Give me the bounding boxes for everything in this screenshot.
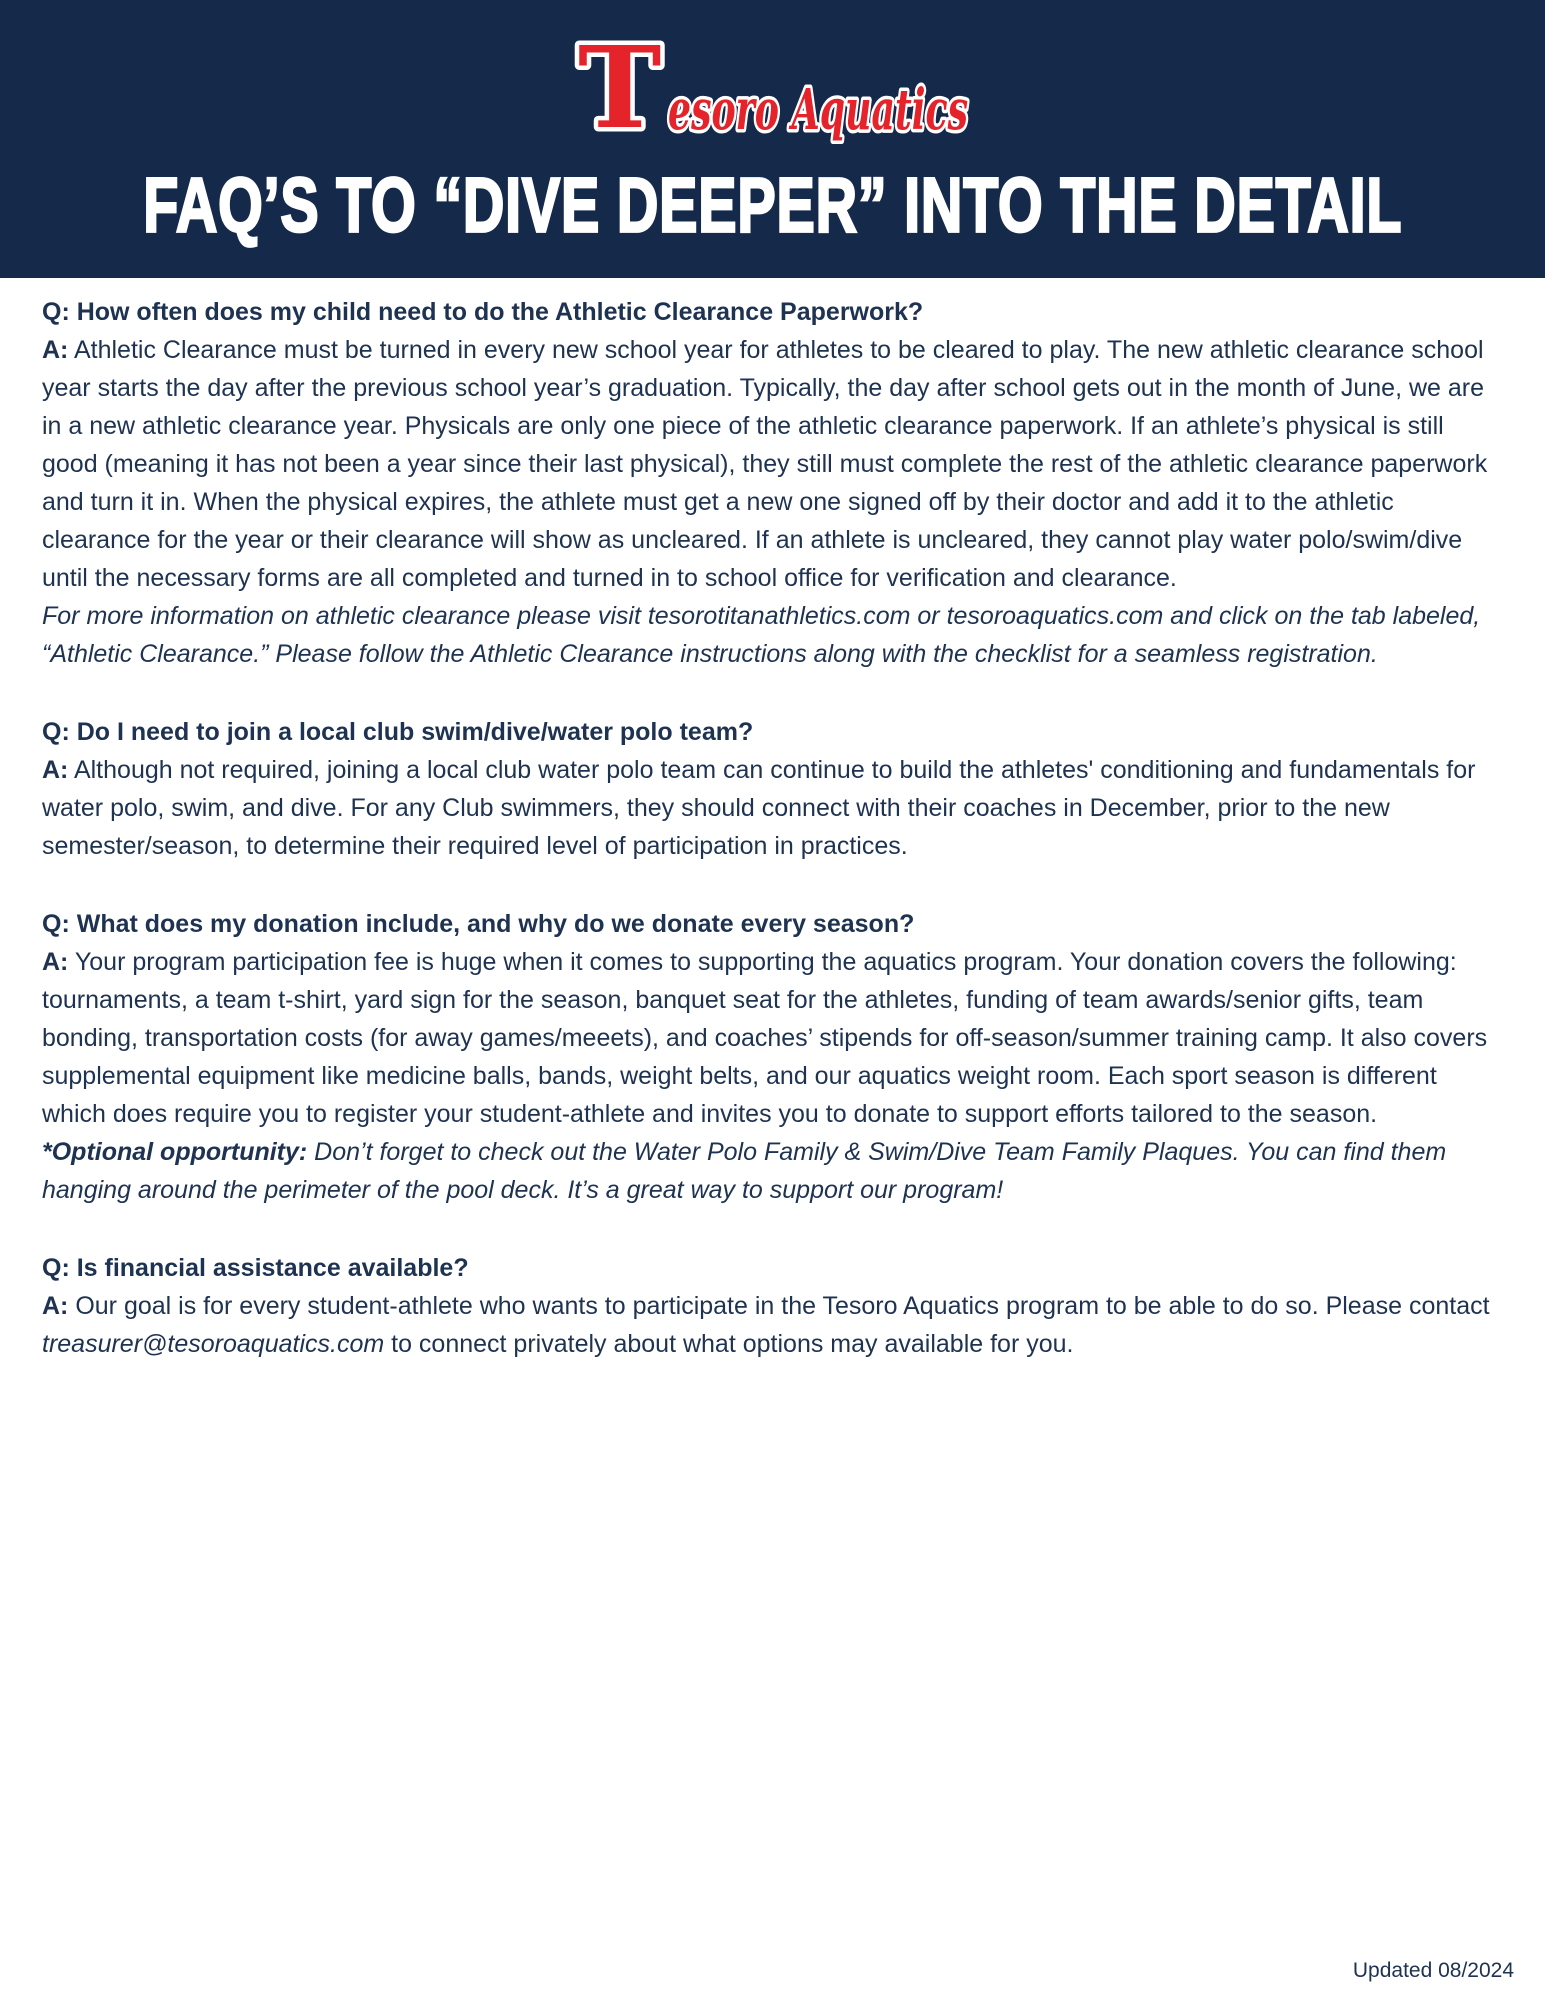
faq4-answer-text-after-email: to connect privately about what options may available for you. xyxy=(384,1330,1074,1358)
faq3-answer-text: Your program participation fee is huge when it comes to supporting the aquatics program. Your donation covers the following: tournaments, a team t-shirt, yard sign for the season, banquet seat for the athletes, funding of team awards/senior gifts, team bonding, transportation costs (for away games/meeets), and coaches’ stipends for off-season/summer training camp. It also covers supplemental equipment like medicine balls, bands, weight belts, and our aquatics weight room. Each sport season is different which does require you to register your student-athlete and invites you to donate to support efforts tailored to the season. xyxy=(42,948,1488,1128)
faq-section-donation xyxy=(42,905,1503,1209)
faq2-answer xyxy=(42,751,1503,865)
faq4-question: Q: Is financial assistance available? xyxy=(42,1254,469,1282)
faq1-question: Q: How often does my child need to do the Athletic Clearance Paperwork? xyxy=(42,298,924,326)
faq-content xyxy=(0,278,1545,1363)
faq3-question: Q: What does my donation include, and why do we donate every season? xyxy=(42,910,915,938)
faq2-answer-text: Although not required, joining a local club water polo team can continue to build the athletes' conditioning and fundamentals for water polo, swim, and dive. For any Club swimmers, they should connect with their coaches in December, prior to the new semester/season, to determine their required level of participation in practices. xyxy=(42,756,1476,860)
optional-opportunity-text: Don’t forget to check out the Water Polo Family & Swim/Dive Team Family Plaques. You can find them hanging around the perimeter of the pool deck. It’s a great way to support our program! xyxy=(42,1138,1447,1204)
faq4-answer-text-before-email: Our goal is for every student-athlete who wants to participate in the Tesoro Aquatics program to be able to do so. Please contact xyxy=(68,1292,1490,1320)
logo-script-text: esoro Aquatics xyxy=(667,77,968,143)
faq2-answer-prefix: A: xyxy=(42,756,69,784)
page-header xyxy=(0,0,1545,278)
page-title: FAQ’S TO “DIVE DEEPER” INTO THE DETAIL xyxy=(142,162,1403,248)
faq-section-athletic-clearance xyxy=(42,293,1503,673)
faq1-answer xyxy=(42,331,1503,597)
faq1-answer-prefix: A: xyxy=(42,336,69,364)
faq3-optional-note xyxy=(42,1133,1503,1209)
faq4-answer-prefix: A: xyxy=(42,1292,69,1320)
optional-opportunity-label: *Optional opportunity: xyxy=(42,1138,308,1166)
faq3-answer-prefix: A: xyxy=(42,948,69,976)
logo-block-t-letter: T xyxy=(577,23,661,154)
title-row xyxy=(0,161,1545,248)
faq2-question: Q: Do I need to join a local club swim/dive/water polo team? xyxy=(42,718,754,746)
faq4-answer xyxy=(42,1287,1503,1363)
faq1-answer-text: Athletic Clearance must be turned in every new school year for athletes to be cleared to play. The new athletic clearance school year starts the day after the previous school year’s graduation. Typically, the day after school gets out in the month of June, we are in a new athletic clearance year. Physicals are only one piece of the athletic clearance paperwork. If an athlete’s physical is still good (meaning it has not been a year since their last physical), they still must complete the rest of the athletic clearance paperwork and turn it in. When the physical expires, the athlete must get a new one signed off by their doctor and add it to the athletic clearance for the year or their clearance will show as uncleared. If an athlete is uncleared, they cannot play water polo/swim/dive until the necessary forms are all completed and turned in to school office for verification and clearance. xyxy=(42,336,1488,592)
faq3-answer xyxy=(42,943,1503,1133)
faq-section-financial-assistance xyxy=(42,1249,1503,1363)
faq-section-club-team xyxy=(42,713,1503,865)
treasurer-email-text: treasurer@tesoroaquatics.com xyxy=(42,1330,385,1358)
updated-date-label: Updated 08/2024 xyxy=(1352,1959,1514,1982)
faq1-italic-note: For more information on athletic clearance please visit tesorotitanathletics.com or tesoroaquatics.com and click on the tab labeled, “Athletic Clearance.” Please follow the Athletic Clearance instructions along with the checklist for a seamless registration. xyxy=(42,602,1481,668)
tesoro-aquatics-logo xyxy=(568,23,978,154)
